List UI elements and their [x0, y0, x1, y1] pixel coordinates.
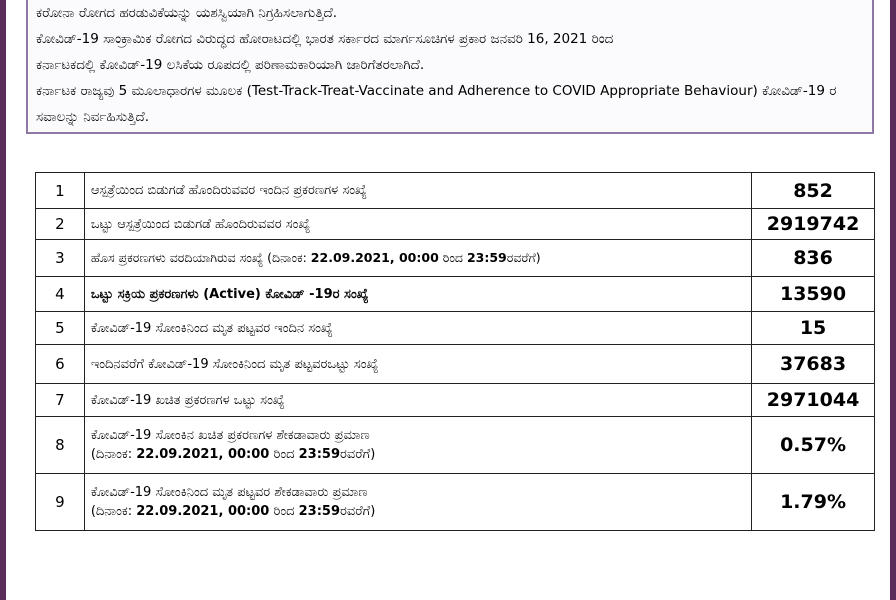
row-value: 37683 — [752, 345, 875, 384]
table-row — [36, 417, 875, 474]
table-row — [36, 312, 875, 345]
row-text: ರಿಂದ — [269, 504, 299, 519]
row-number: 9 — [36, 474, 85, 531]
row-time: 23:59 — [466, 250, 507, 265]
row-number: 3 — [36, 240, 85, 277]
row-subtext — [91, 504, 745, 519]
notice-line: ಕರ್ನಾಟಕದಲ್ಲಿ ಕೋವಿಡ್-19 ಲಸಿಕೆಯ ರೂಪದಲ್ಲಿ ಪರಿಣಾಮಕಾರಿಯಾಗಿ ಜಾರಿಗೆತರಲಾಗಿದೆ. — [36, 57, 425, 73]
row-number: 6 — [36, 345, 85, 384]
row-text: ರವರೆಗೆ) — [340, 447, 376, 462]
table-row — [36, 474, 875, 531]
row-value: 13590 — [752, 277, 875, 312]
row-text: ಕೋವಿಡ್-19 ಸೋಂಕಿನಿಂದ ಮೃತ ಪಟ್ಟವರ ಶೇಕಡಾವಾರು ಪ್ರಮಾಣ — [90, 485, 368, 500]
row-value: 836 — [752, 240, 875, 277]
row-text: ಕೋವಿಡ್-19 ಸೋಂಕಿನ ಖಚಿತ ಪ್ರಕರಣಗಳ ಶೇಕಡಾವಾರು ಪ್ರಮಾಣ — [90, 428, 370, 443]
row-text: (ದಿನಾಂಕ: — [90, 504, 137, 519]
row-text: ರಿಂದ — [269, 447, 299, 462]
row-text: ರಿಂದ — [438, 250, 467, 265]
row-description: ಕೋವಿಡ್-19 ಖಚಿತ ಪ್ರಕರಣಗಳ ಒಟ್ಟು ಸಂಖ್ಯೆ — [84, 384, 751, 417]
row-description: ಒಟ್ಟು ಆಸ್ಪತ್ರೆಯಿಂದ ಬಿಡುಗಡೆ ಹೊಂದಿರುವವರ ಸಂಖ್ಯೆ — [84, 209, 751, 240]
row-text: ರವರೆಗೆ) — [506, 250, 541, 265]
row-date: 22.09.2021, 00:00 — [310, 250, 439, 265]
table-row — [36, 277, 875, 312]
row-number: 1 — [36, 173, 85, 209]
row-text: ಹೊಸ ಪ್ರಕರಣಗಳು ವರದಿಯಾಗಿರುವ ಸಂಖ್ಯೆ (ದಿನಾಂಕ: — [90, 250, 311, 265]
notice-box — [26, 0, 874, 134]
row-number: 4 — [36, 277, 85, 312]
row-description — [84, 417, 751, 474]
table-row — [36, 209, 875, 240]
row-value: 1.79% — [752, 474, 875, 531]
row-number: 2 — [36, 209, 85, 240]
table-row — [36, 384, 875, 417]
row-value: 852 — [752, 173, 875, 209]
notice-line: ಕರೋನಾ ರೋಗದ ಹರಡುವಿಕೆಯನ್ನು ಯಶಸ್ವಿಯಾಗಿ ನಿಗ್ರಹಿಸಲಾಗುತ್ತಿದೆ. — [36, 5, 338, 21]
notice-line: ಕೋವಿಡ್-19 ಸಾಂಕ್ರಾಮಿಕ ರೋಗದ ವಿರುದ್ಧದ ಹೋರಾಟದಲ್ಲಿ ಭಾರತ ಸರ್ಕಾರದ ಮಾರ್ಗಸೂಚಿಗಳ ಪ್ರಕಾರ ಜನವರಿ 16, 2021 ರಿಂದ — [36, 31, 614, 47]
row-value: 15 — [752, 312, 875, 345]
row-date: 22.09.2021, 00:00 — [136, 504, 270, 519]
table-row — [36, 240, 875, 277]
row-value: 0.57% — [752, 417, 875, 474]
row-number: 8 — [36, 417, 85, 474]
row-description: ಕೋವಿಡ್-19 ಸೋಂಕಿನಿಂದ ಮೃತ ಪಟ್ಟವರ ಇಂದಿನ ಸಂಖ್ಯೆ — [84, 312, 751, 345]
row-description: ಇಂದಿನವರೆಗೆ ಕೋವಿಡ್-19 ಸೋಂಕಿನಿಂದ ಮೃತ ಪಟ್ಟವರಒಟ್ಟು ಸಂಖ್ಯೆ — [84, 345, 751, 384]
row-description — [84, 240, 751, 277]
table-row — [36, 345, 875, 384]
row-number: 7 — [36, 384, 85, 417]
row-text: (ದಿನಾಂಕ: — [90, 447, 137, 462]
row-description — [84, 474, 751, 531]
row-time: 23:59 — [298, 504, 341, 519]
row-date: 22.09.2021, 00:00 — [136, 447, 270, 462]
notice-line: ಕರ್ನಾಟಕ ರಾಜ್ಯವು 5 ಮೂಲಾಧಾರಗಳ ಮೂಲಕ (Test-Track-Treat-Vaccinate and Adherence to COVID Appropriate Behaviour) ಕೋವಿಡ್-19 ರ ಸವಾಲನ್ನು ನಿರ್ವಹಿಸುತ್ತಿದೆ. — [36, 83, 837, 125]
row-description: ಆಸ್ಪತ್ರೆಯಿಂದ ಬಿಡುಗಡೆ ಹೊಂದಿರುವವರ ಇಂದಿನ ಪ್ರಕರಣಗಳ ಸಂಖ್ಯೆ — [84, 173, 751, 209]
table-row — [36, 173, 875, 209]
row-text: ರವರೆಗೆ) — [340, 504, 376, 519]
row-description: ಒಟ್ಟು ಸಕ್ರಿಯ ಪ್ರಕರಣಗಳು (Active) ಕೋವಿಡ್ -19ರ ಸಂಖ್ಯೆ — [84, 277, 751, 312]
row-subtext — [91, 447, 745, 462]
row-time: 23:59 — [298, 447, 341, 462]
row-value: 2971044 — [752, 384, 875, 417]
row-value: 2919742 — [752, 209, 875, 240]
covid-stats-table — [35, 172, 875, 531]
row-number: 5 — [36, 312, 85, 345]
